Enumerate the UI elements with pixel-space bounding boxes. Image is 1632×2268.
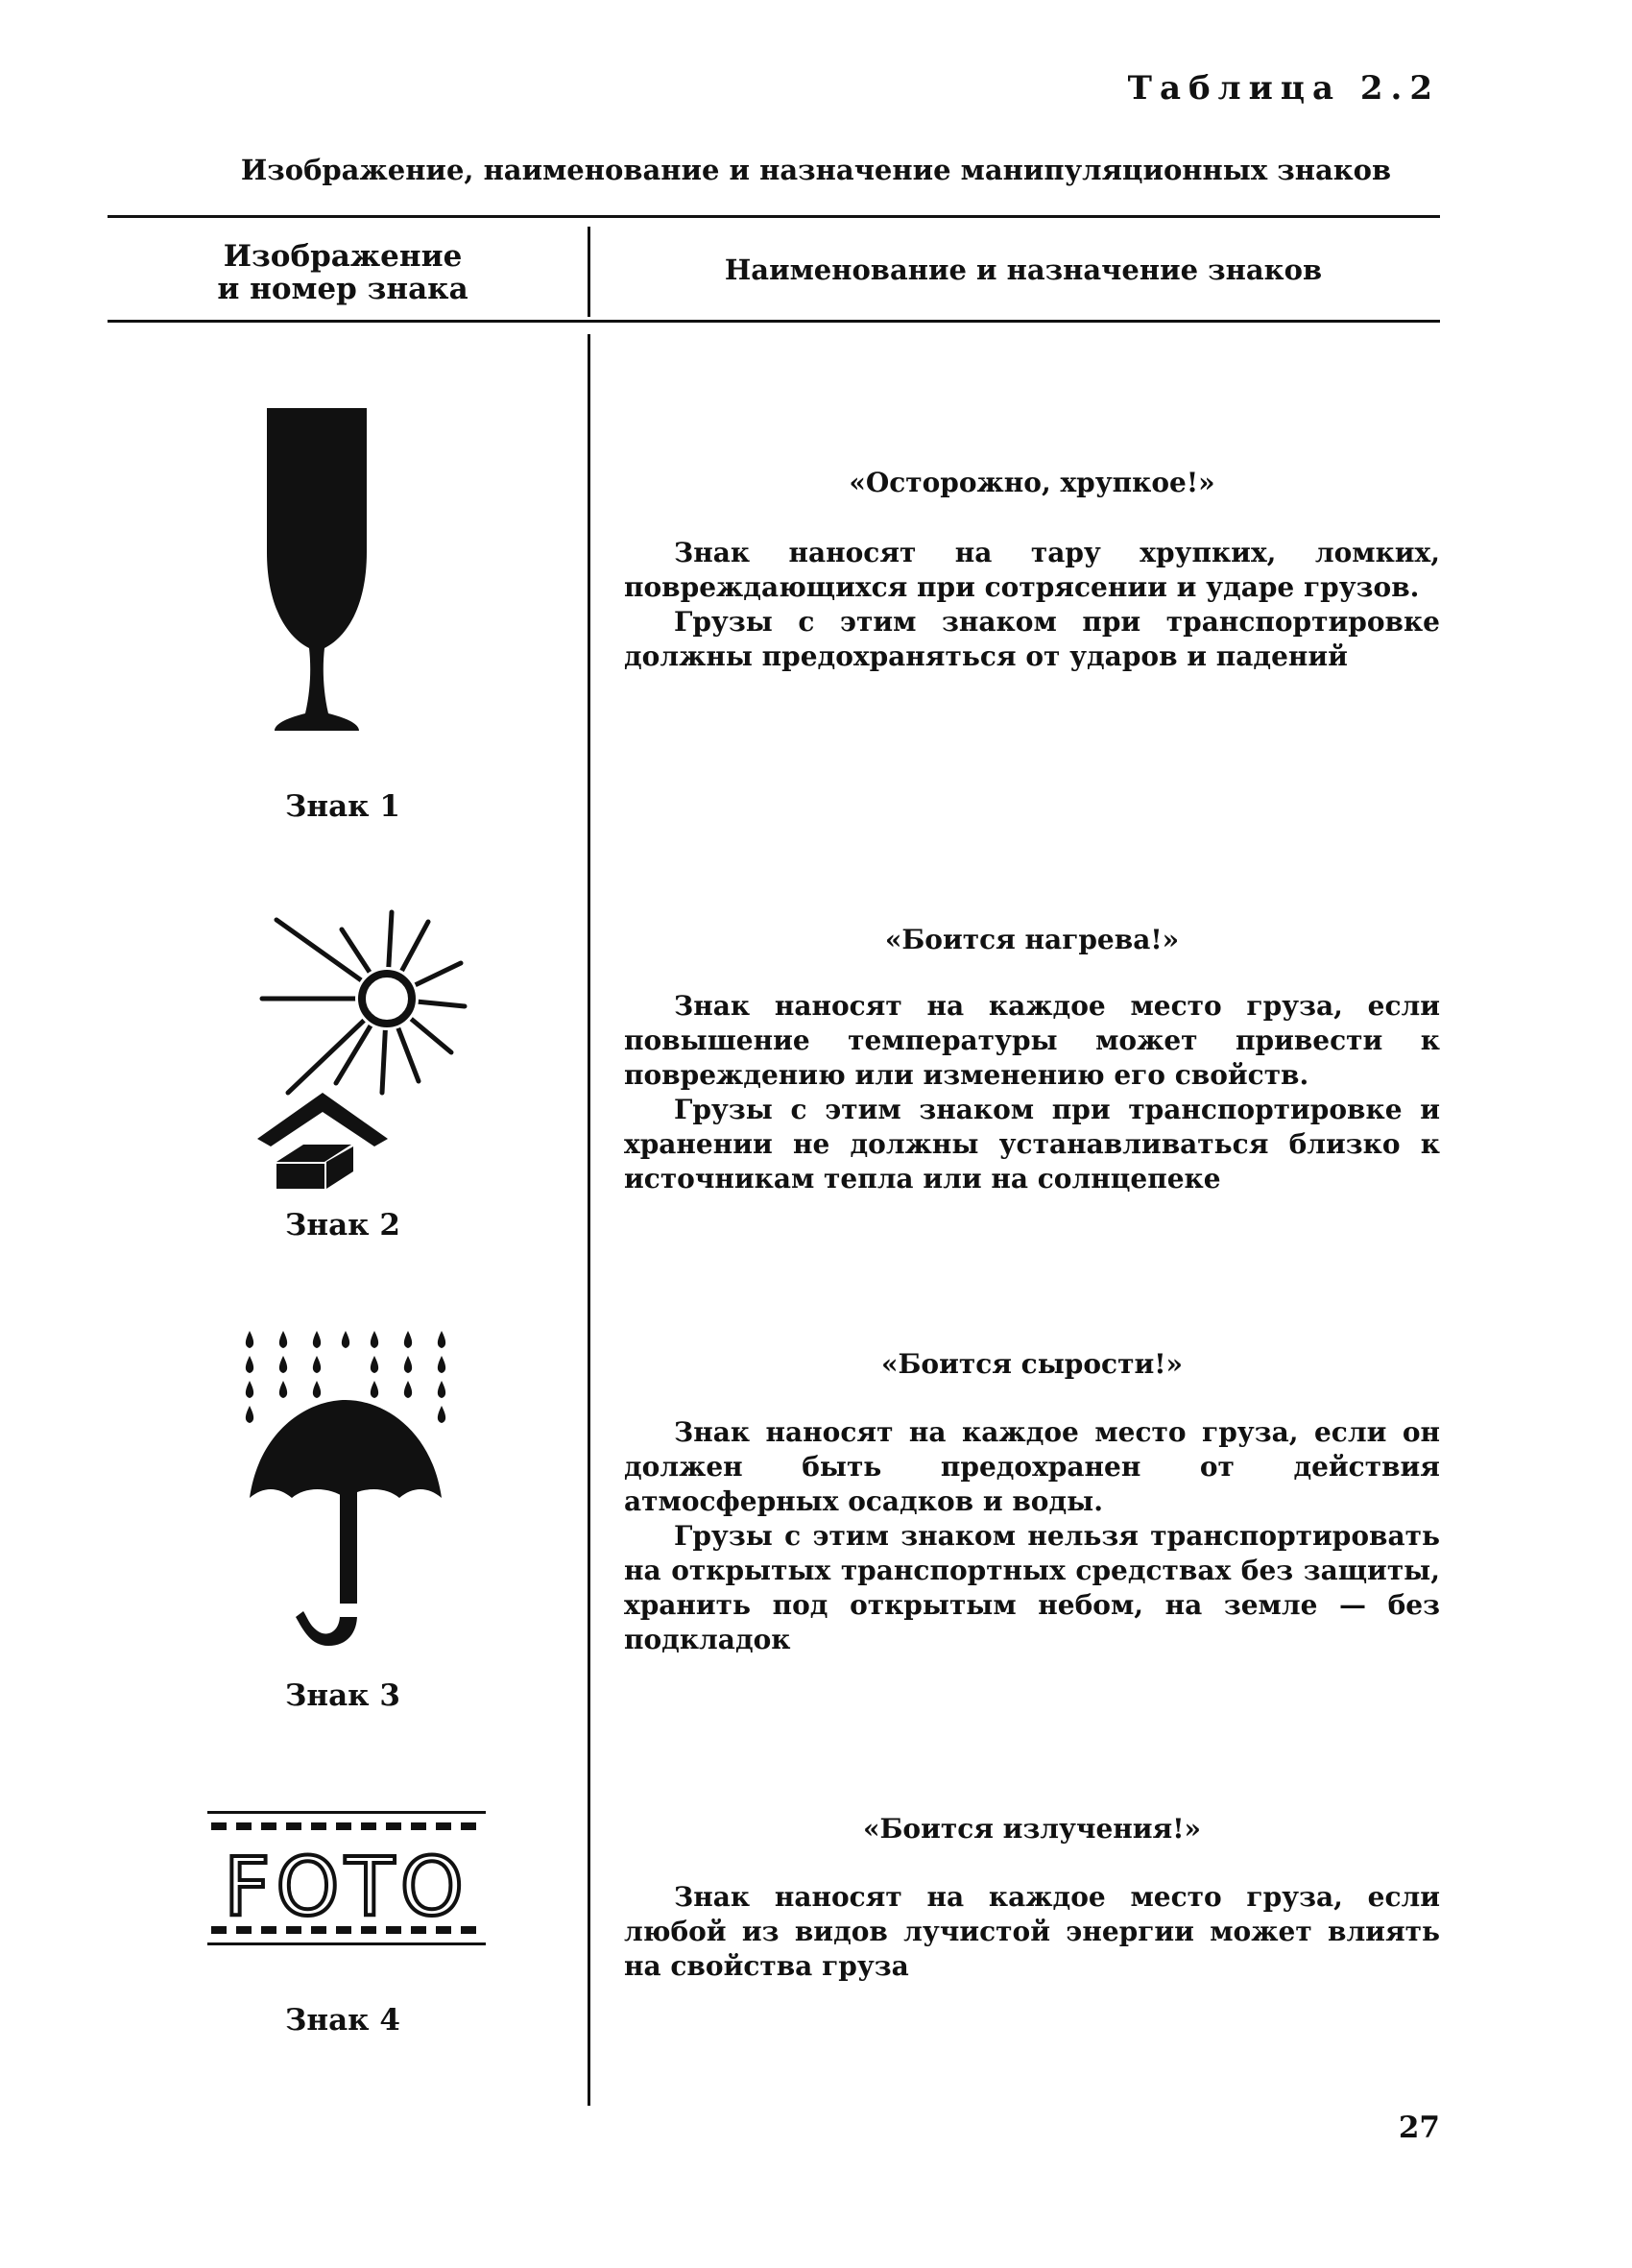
sign-3-paragraph-1: Знак наносят на каждое место груза, если он должен быть предохранен от действия атмосферных осадков и воды.: [624, 1416, 1440, 1517]
header-column-divider: [588, 227, 590, 317]
film-perforation: [236, 1822, 252, 1830]
sign-2-caption: Знак 2: [285, 1208, 400, 1243]
film-perforation: [336, 1822, 351, 1830]
rain-drop-icon: [342, 1331, 349, 1348]
rain-drop-icon: [279, 1331, 287, 1348]
column-header-image-line2: и номер знака: [217, 272, 468, 306]
film-perforation: [386, 1822, 401, 1830]
sign-3-title: «Боится сырости!»: [880, 1348, 1184, 1380]
film-perforation: [211, 1822, 227, 1830]
column-header-image-line1: Изображение: [223, 239, 463, 274]
rain-drop-icon: [438, 1331, 445, 1348]
rain-drop-icon: [313, 1331, 321, 1348]
sign-2-paragraph-2: Грузы с этим знаком при транспортировке и хранении не должны устанавливаться близко к источникам тепла или на солнцепеке: [624, 1094, 1440, 1194]
rain-drop-icon: [313, 1356, 321, 1373]
sign-4-caption: Знак 4: [285, 2003, 400, 2038]
table-number-label: Таблица 2.2: [1127, 69, 1440, 108]
rain-drop-icon: [404, 1381, 412, 1398]
sign-3-description: [624, 1415, 1440, 1657]
umbrella-rain-icon: [240, 1323, 451, 1659]
film-perforation: [261, 1822, 276, 1830]
sign-1-paragraph-2: Грузы с этим знаком при транспортировке должны предохраняться от ударов и падений: [624, 606, 1440, 672]
film-perforation: [361, 1822, 376, 1830]
rain-drop-icon: [438, 1356, 445, 1373]
rain-drop-icon: [279, 1381, 287, 1398]
body-column-divider: [588, 334, 590, 2106]
wine-glass-icon: [259, 408, 374, 735]
film-perforation: [311, 1822, 326, 1830]
sign-3-paragraph-2: Грузы с этим знаком нельзя транспортировать на открытых транспортных средствах без защиты, хранить под открытым небом, на земле — без подкладок: [624, 1520, 1440, 1655]
sign-4-title: «Боится излучения!»: [862, 1813, 1202, 1845]
rain-drop-icon: [246, 1356, 253, 1373]
sign-1-paragraph-1: Знак наносят на тару хрупких, ломких, повреждающихся при сотрясении и ударе грузов.: [624, 537, 1440, 603]
rain-drop-icon: [279, 1356, 287, 1373]
sign-1-title: «Осторожно, хрупкое!»: [849, 467, 1215, 498]
film-perforation: [436, 1822, 451, 1830]
rain-drop-icon: [371, 1356, 378, 1373]
rain-drop-icon: [438, 1406, 445, 1423]
rain-drop-icon: [371, 1381, 378, 1398]
table-title: Изображение, наименование и назначение манипуляционных знаков: [240, 154, 1392, 186]
rain-drop-icon: [404, 1356, 412, 1373]
foto-film-text: FOTO: [224, 1840, 469, 1934]
sign-1-caption: Знак 1: [285, 789, 400, 824]
sign-2-title: «Боится нагрева!»: [884, 924, 1180, 955]
column-header-description: Наименование и назначение знаков: [724, 253, 1323, 286]
column-header-image: [108, 240, 578, 305]
page-number: 27: [1398, 2111, 1440, 2145]
sign-3-caption: Знак 3: [285, 1678, 400, 1713]
rain-drop-icon: [246, 1381, 253, 1398]
table-top-rule: [108, 215, 1440, 218]
foto-film-icon: [207, 1811, 486, 1945]
rain-drop-icon: [371, 1331, 378, 1348]
rain-drop-icon: [246, 1331, 253, 1348]
sign-4-description: [624, 1880, 1440, 1984]
sign-1-description: [624, 536, 1440, 674]
film-perforation: [286, 1822, 301, 1830]
film-perforation: [411, 1822, 426, 1830]
rain-drop-icon: [246, 1406, 253, 1423]
sun-over-box-icon: [248, 910, 468, 1189]
rain-drop-icon: [404, 1331, 412, 1348]
film-perforation: [461, 1822, 476, 1830]
sign-2-paragraph-1: Знак наносят на каждое место груза, если повышение температуры может привести к повреждению или изменению его свойств.: [624, 990, 1440, 1091]
sign-4-paragraph-1: Знак наносят на каждое место груза, если любой из видов лучистой энергии может влиять на свойства груза: [624, 1881, 1440, 1982]
header-bottom-rule: [108, 320, 1440, 323]
sign-2-description: [624, 989, 1440, 1196]
rain-drop-icon: [313, 1381, 321, 1398]
rain-drop-icon: [438, 1381, 445, 1398]
